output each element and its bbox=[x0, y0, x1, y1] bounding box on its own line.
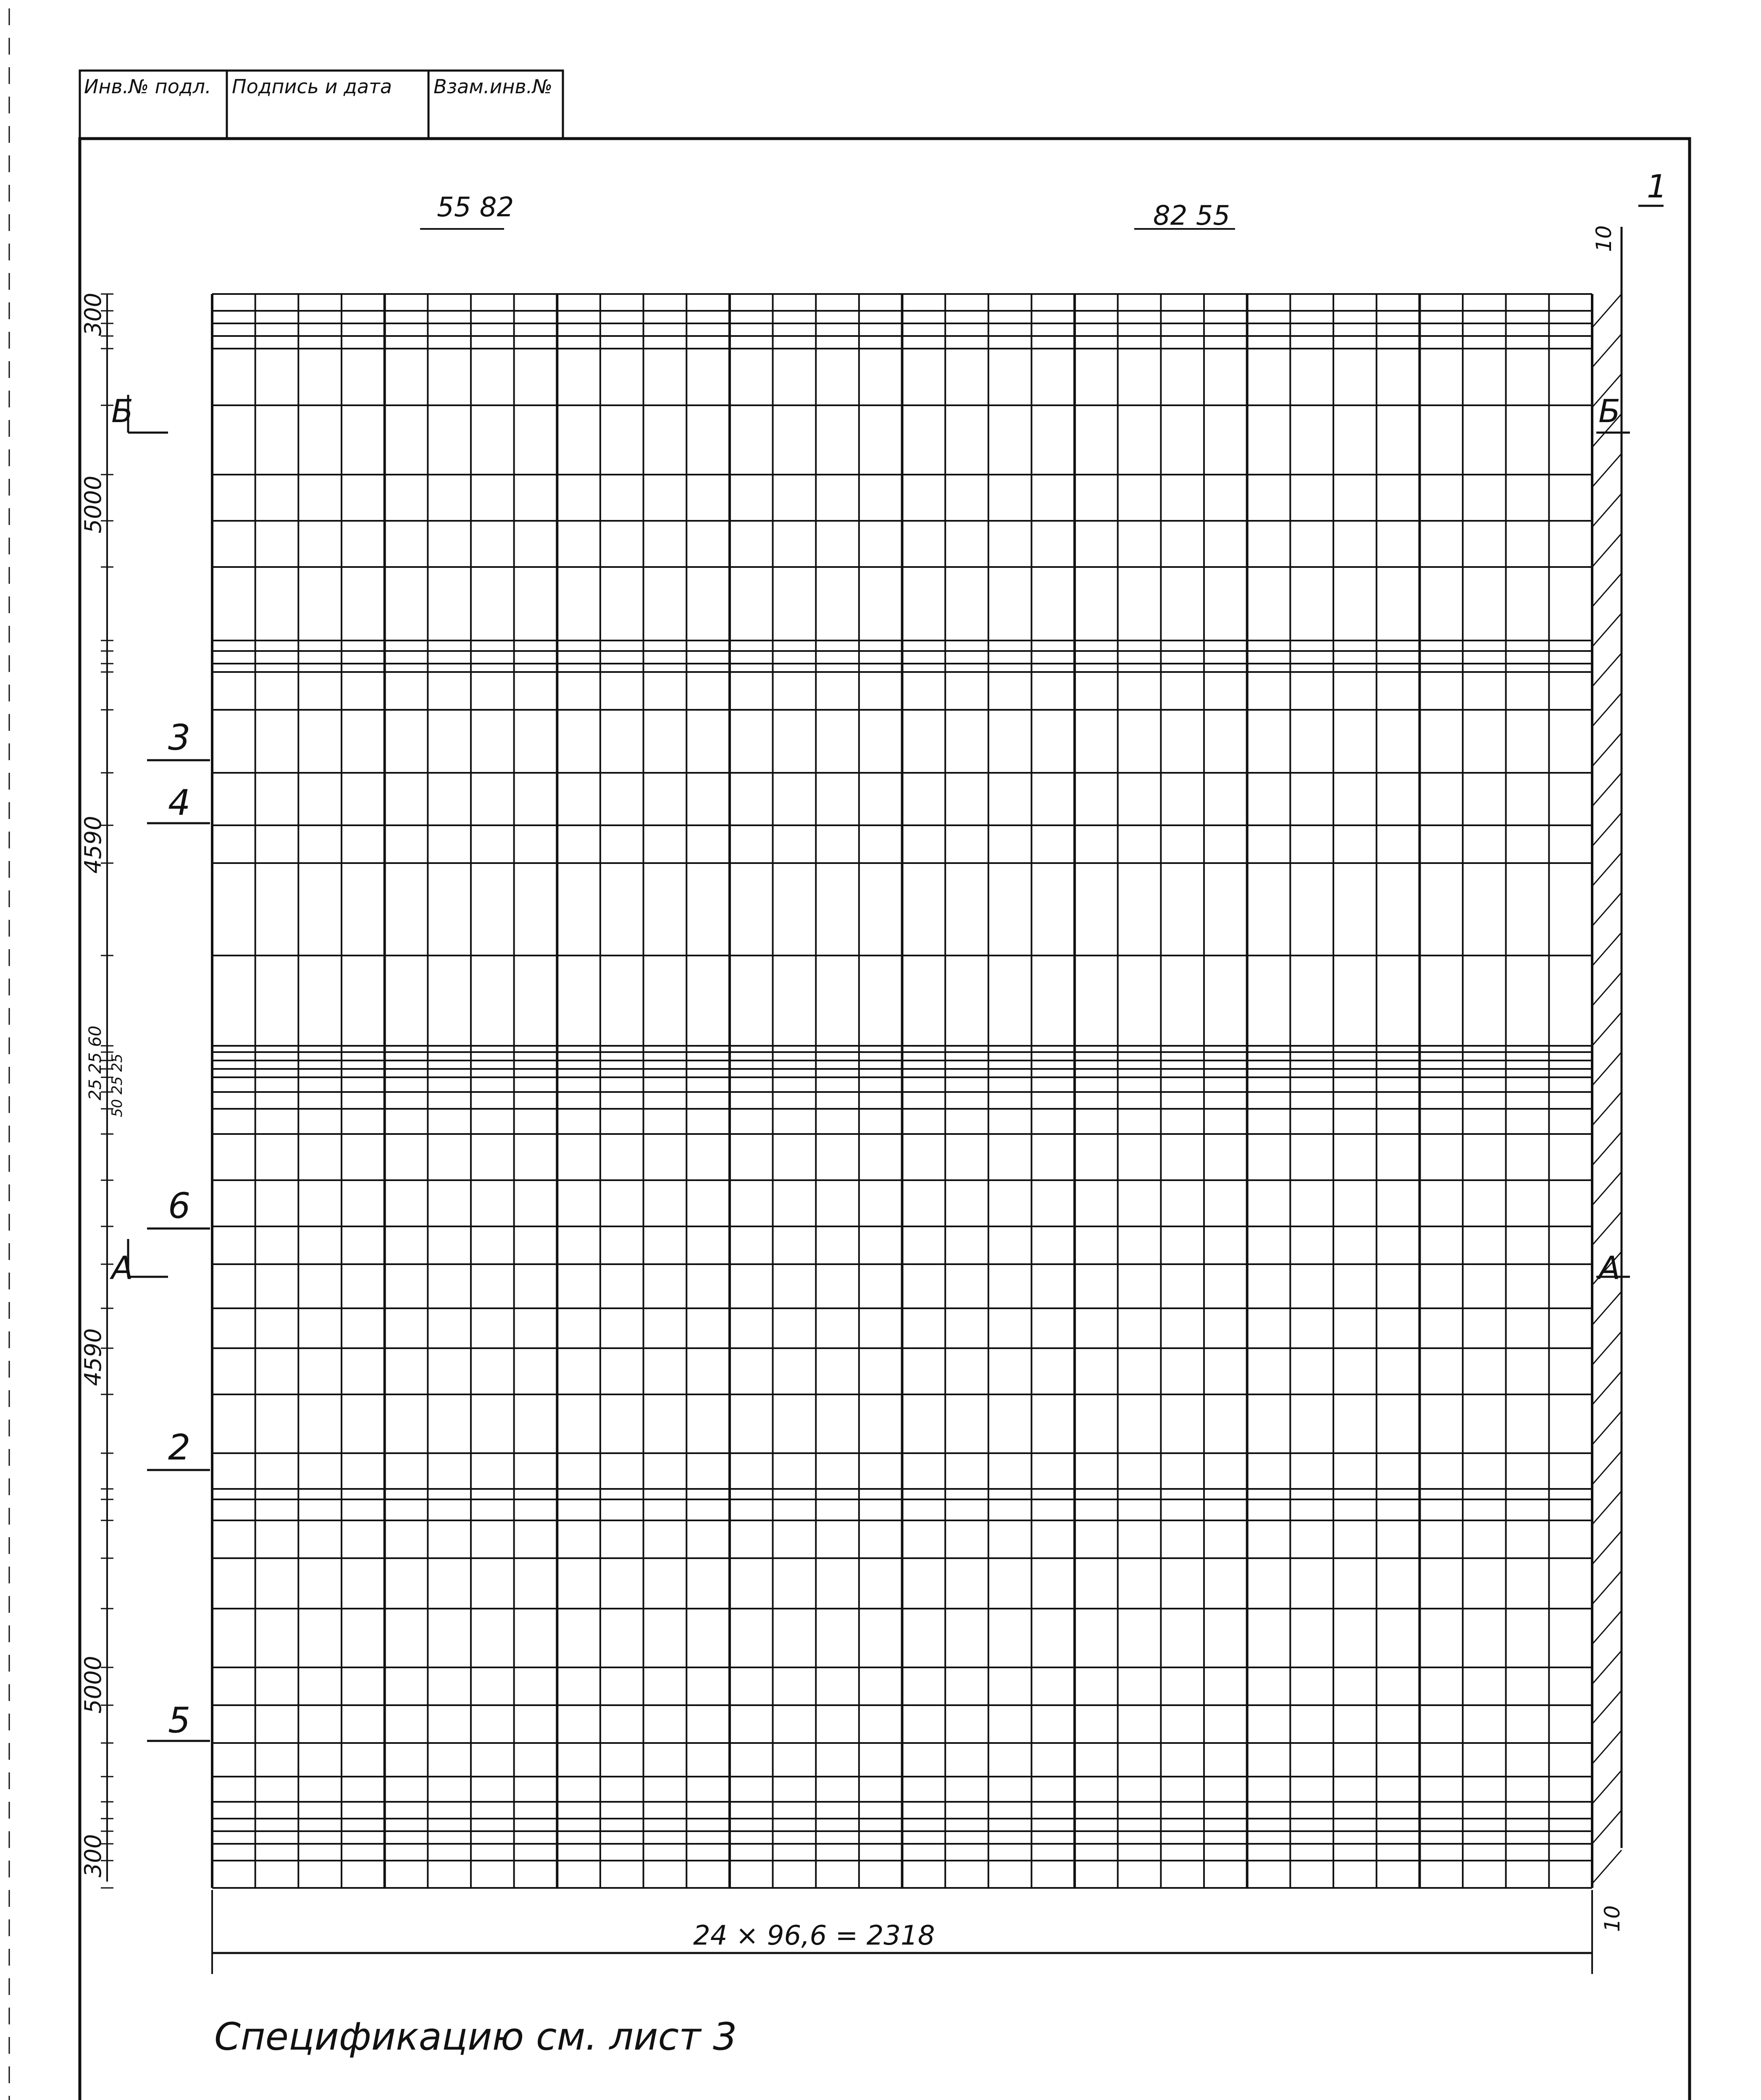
end-tick bbox=[1592, 334, 1622, 368]
left-dim-3: 4590 bbox=[80, 816, 106, 874]
end-tick bbox=[1592, 1292, 1622, 1325]
end-tick bbox=[1592, 1212, 1622, 1245]
end-tick bbox=[1592, 1730, 1622, 1764]
position-3: 3 bbox=[168, 717, 191, 758]
section-a-left: А bbox=[111, 1249, 133, 1286]
end-tick bbox=[1592, 494, 1622, 527]
end-tick bbox=[1592, 613, 1622, 647]
end-tick bbox=[1592, 853, 1622, 886]
end-tick bbox=[1592, 1611, 1622, 1644]
section-a-right: А bbox=[1598, 1249, 1620, 1286]
stamp-cell-3: Взам.инв.№ bbox=[434, 75, 553, 98]
end-tick bbox=[1592, 1451, 1622, 1485]
end-tick bbox=[1592, 533, 1622, 567]
end-tick bbox=[1592, 1331, 1622, 1365]
left-dim-8: 300 bbox=[80, 1834, 106, 1877]
end-tick bbox=[1592, 892, 1622, 926]
specification-note: Спецификацию см. лист 3 bbox=[214, 2015, 737, 2059]
position-5: 5 bbox=[168, 1700, 191, 1741]
end-tick bbox=[1592, 1690, 1622, 1724]
left-dim-2: 5000 bbox=[80, 475, 106, 533]
section-marks bbox=[109, 392, 1630, 1286]
position-4: 4 bbox=[168, 782, 191, 823]
left-dim-6: 4590 bbox=[80, 1328, 106, 1386]
position-1: 1 bbox=[1647, 168, 1667, 205]
end-tick bbox=[1592, 1770, 1622, 1804]
end-tick bbox=[1592, 1651, 1622, 1684]
end-tick bbox=[1592, 1810, 1622, 1844]
bottom-dim-corner: 10 bbox=[1600, 1905, 1624, 1932]
stamp-cell-1: Инв.№ подл. bbox=[84, 75, 211, 98]
end-tick bbox=[1592, 972, 1622, 1006]
position-6: 6 bbox=[168, 1185, 191, 1226]
end-tick bbox=[1592, 653, 1622, 687]
section-b-right: Б bbox=[1598, 392, 1621, 430]
end-tick bbox=[1592, 693, 1622, 727]
left-dim-5: 50 25 25 bbox=[109, 1053, 126, 1117]
end-tick bbox=[1592, 733, 1622, 766]
bottom-dimension bbox=[212, 1890, 1624, 1974]
stamp-cell-2: Подпись и дата bbox=[232, 75, 392, 98]
bottom-dim-text: 24 × 96,6 = 2318 bbox=[693, 1920, 935, 1951]
left-dim-1: 300 bbox=[80, 292, 106, 336]
end-tick bbox=[1592, 1092, 1622, 1126]
end-tick bbox=[1592, 1012, 1622, 1046]
top-dim-left: 55 82 bbox=[437, 192, 514, 223]
position-2: 2 bbox=[168, 1427, 191, 1468]
sheet-border bbox=[80, 139, 1690, 2100]
position-callouts bbox=[147, 168, 1667, 1741]
reinforcement-cage-drawing bbox=[101, 227, 1622, 1888]
top-dim-corner: 10 bbox=[1592, 225, 1616, 252]
end-tick bbox=[1592, 294, 1622, 328]
end-tick bbox=[1592, 1132, 1622, 1166]
end-tick bbox=[1592, 1411, 1622, 1445]
top-stamp bbox=[80, 71, 563, 139]
end-tick bbox=[1592, 454, 1622, 487]
end-tick bbox=[1592, 573, 1622, 607]
end-tick bbox=[1592, 773, 1622, 806]
end-tick bbox=[1592, 1850, 1622, 1884]
left-dim-4: 25 25 60 bbox=[86, 1025, 105, 1100]
top-dimensions bbox=[420, 192, 1616, 252]
end-tick bbox=[1592, 813, 1622, 846]
end-tick bbox=[1592, 1571, 1622, 1604]
top-dim-right: 82 55 bbox=[1153, 200, 1230, 231]
end-tick bbox=[1592, 1172, 1622, 1205]
section-b-left: Б bbox=[111, 392, 134, 430]
end-tick bbox=[1592, 1052, 1622, 1086]
end-tick bbox=[1592, 1491, 1622, 1525]
end-tick bbox=[1592, 1531, 1622, 1564]
left-dimensions bbox=[80, 293, 126, 1882]
end-tick bbox=[1592, 932, 1622, 966]
end-tick bbox=[1592, 1371, 1622, 1405]
left-dim-7: 5000 bbox=[80, 1656, 106, 1714]
